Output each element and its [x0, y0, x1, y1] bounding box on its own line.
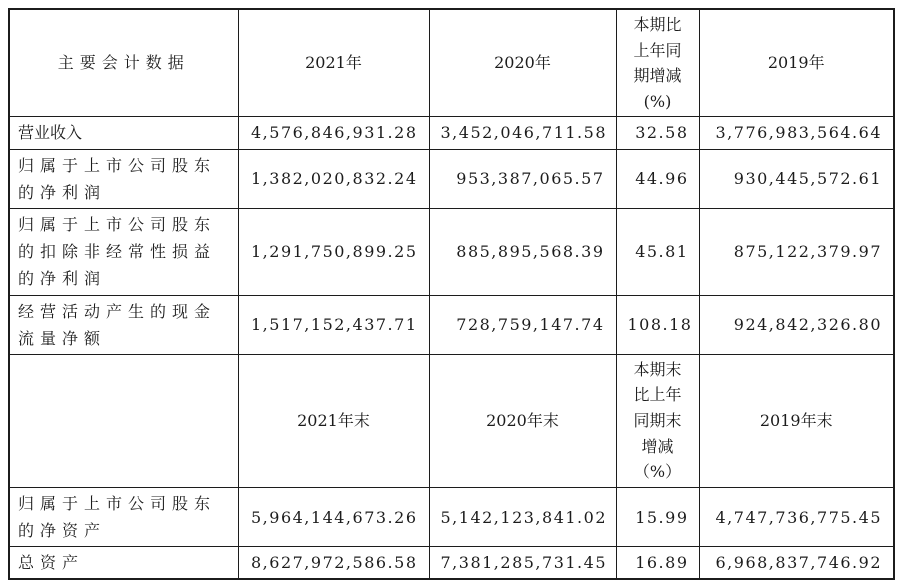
table-row-operating-revenue	[9, 117, 894, 149]
column-header-2019-end: 2019年末	[699, 354, 894, 487]
column-header-2019: 2019年	[699, 9, 894, 117]
value-2020: 953,387,065.57	[429, 149, 616, 208]
value-2019: 930,445,572.61	[699, 149, 894, 208]
value-2020: 728,759,147.74	[429, 295, 616, 354]
table-row-net-assets	[9, 487, 894, 546]
value-change-pct: 16.89	[616, 547, 699, 580]
column-header-metric: 主要会计数据	[9, 9, 238, 117]
financial-summary-sheet	[8, 8, 895, 580]
metric-label: 归属于上市公司股东的净资产	[9, 487, 238, 546]
table-row-operating-cash-flow	[9, 295, 894, 354]
value-2020: 3,452,046,711.58	[429, 117, 616, 149]
metric-label: 营业收入	[9, 117, 238, 149]
metric-label: 经营活动产生的现金流量净额	[9, 295, 238, 354]
metric-label: 总资产	[9, 547, 238, 580]
value-2019: 3,776,983,564.64	[699, 117, 894, 149]
column-header-2020-end: 2020年末	[429, 354, 616, 487]
value-2021: 4,576,846,931.28	[238, 117, 429, 149]
value-2021: 1,291,750,899.25	[238, 208, 429, 295]
value-2019: 6,968,837,746.92	[699, 547, 894, 580]
column-header-2021-end: 2021年末	[238, 354, 429, 487]
table-row-net-profit	[9, 149, 894, 208]
table-row-total-assets	[9, 547, 894, 580]
metric-label: 归属于上市公司股东的扣除非经常性损益的净利润	[9, 208, 238, 295]
value-change-pct: 32.58	[616, 117, 699, 149]
value-2021: 8,627,972,586.58	[238, 547, 429, 580]
column-header-2021: 2021年	[238, 9, 429, 117]
value-2021: 5,964,144,673.26	[238, 487, 429, 546]
value-change-pct: 15.99	[616, 487, 699, 546]
column-header-end-change-pct: 本期末比上年同期末增减（%）	[616, 354, 699, 487]
value-2020: 5,142,123,841.02	[429, 487, 616, 546]
column-header-2020: 2020年	[429, 9, 616, 117]
annual-header-row	[9, 9, 894, 117]
metric-label: 归属于上市公司股东的净利润	[9, 149, 238, 208]
value-change-pct: 108.18	[616, 295, 699, 354]
column-header-change-pct: 本期比上年同期增减(%)	[616, 9, 699, 117]
key-accounting-data-table	[8, 8, 895, 580]
period-end-header-row	[9, 354, 894, 487]
value-change-pct: 44.96	[616, 149, 699, 208]
value-change-pct: 45.81	[616, 208, 699, 295]
value-2020: 7,381,285,731.45	[429, 547, 616, 580]
value-2020: 885,895,568.39	[429, 208, 616, 295]
value-2019: 875,122,379.97	[699, 208, 894, 295]
value-2019: 4,747,736,775.45	[699, 487, 894, 546]
value-2021: 1,382,020,832.24	[238, 149, 429, 208]
column-header-metric-empty	[9, 354, 238, 487]
value-2021: 1,517,152,437.71	[238, 295, 429, 354]
value-2019: 924,842,326.80	[699, 295, 894, 354]
table-row-net-profit-excl-nonrecurring	[9, 208, 894, 295]
